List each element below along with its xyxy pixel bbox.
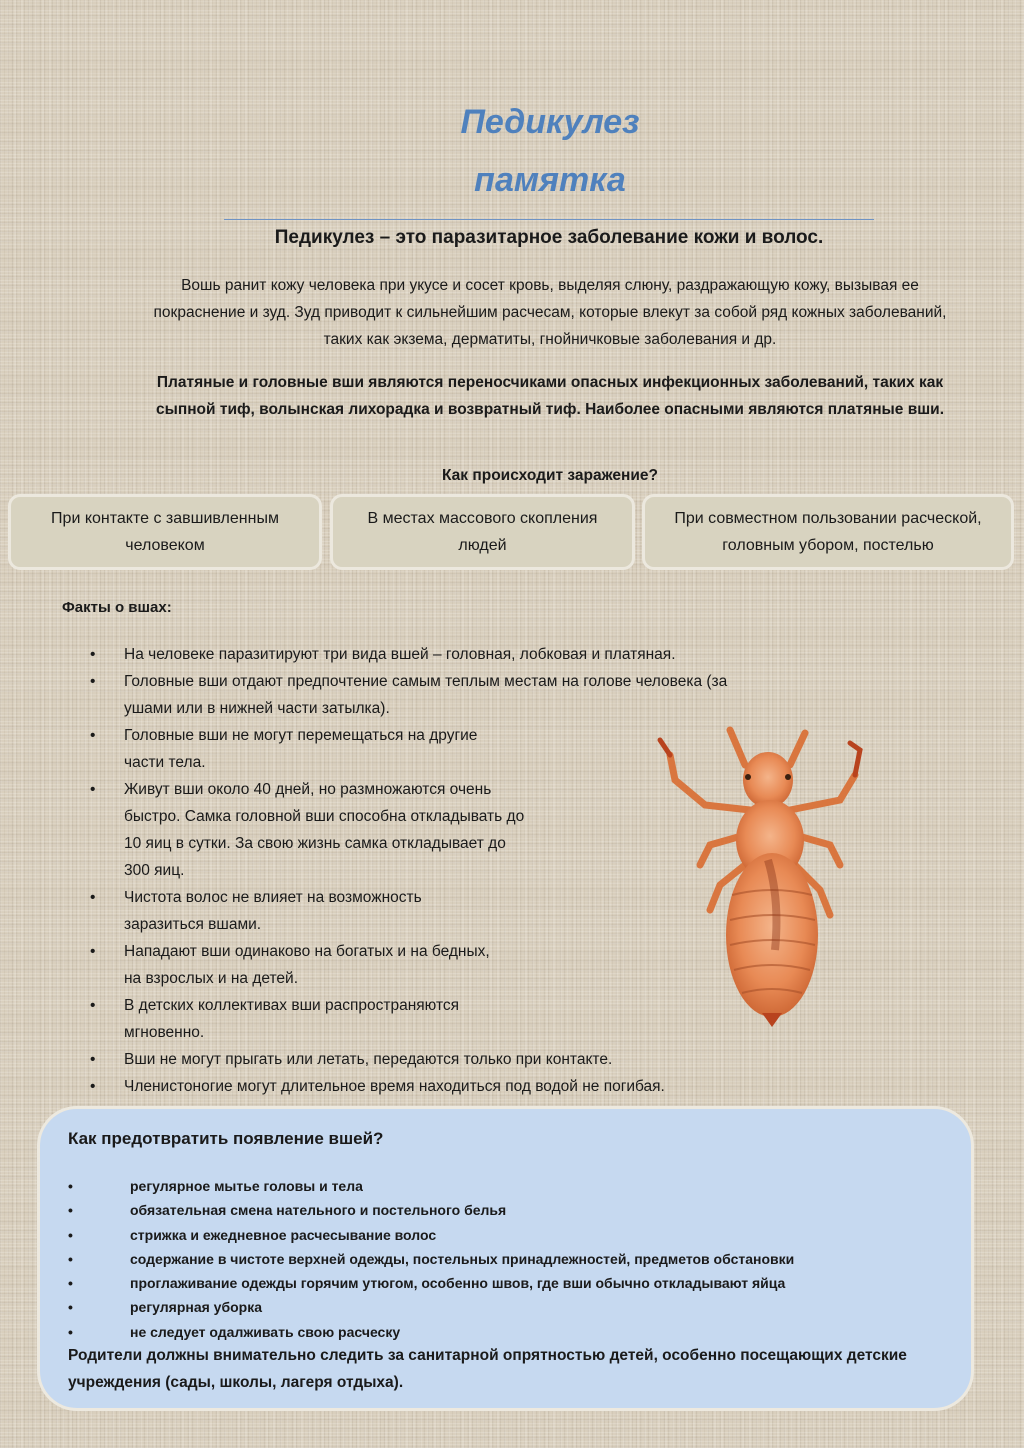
bullet-icon: •: [68, 1250, 73, 1267]
list-item: [68, 1223, 794, 1247]
card-text: При совместном пользовании расческой, головным убором, постелью: [674, 510, 982, 554]
bullet-icon: •: [68, 1178, 73, 1194]
infection-card-crowds: [330, 494, 635, 570]
list-item: [90, 938, 504, 992]
fact-text: Головные вши отдают предпочтение самым теплым местам на голове человека (за ушами или в нижней части затылка).: [124, 673, 728, 717]
prevention-text: стрижка и ежедневное расчесывание волос: [130, 1226, 437, 1243]
list-item: [90, 668, 750, 722]
bullet-icon: •: [68, 1323, 73, 1340]
list-item: [68, 1295, 794, 1319]
bullet-icon: •: [68, 1299, 73, 1316]
prevention-text: содержание в чистоте верхней одежды, постельных принадлежностей, предметов обстановки: [130, 1250, 795, 1267]
fact-text: Живут вши около 40 дней, но размножаются очень быстро. Самка головной вши способна откладывать до 10 яиц в сутки. За свою жизнь самка откладывает до 300 яиц.: [124, 781, 525, 879]
fact-text: В детских коллективах вши распространяются мгновенно.: [124, 997, 460, 1041]
bullet-icon: •: [90, 997, 96, 1014]
fact-text: Членистоногие могут длительное время находиться под водой не погибая.: [124, 1078, 665, 1095]
list-item: [90, 776, 534, 884]
intro-paragraph-2: Платяные и головные вши являются переносчиками опасных инфекционных заболеваний, таких как сыпной тиф, волынская лихорадка и возвратный тиф. Наиболее опасными являются платяные вши.: [155, 374, 945, 418]
facts-heading: Факты о вшах:: [62, 599, 172, 616]
fact-text: Чистота волос не влияет на возможность заразиться вшами.: [124, 889, 422, 933]
title-divider: [224, 219, 874, 220]
list-item: [90, 992, 504, 1046]
card-text: При контакте с завшивленным человеком: [51, 510, 279, 554]
infection-card-contact: [8, 494, 322, 570]
list-item: [68, 1198, 794, 1222]
card-text: В местах массового скопления людей: [367, 510, 598, 554]
title-line-2: памятка: [474, 161, 626, 199]
fact-text: Нападают вши одинаково на богатых и на бедных, на взрослых и на детей.: [124, 943, 490, 987]
bullet-icon: •: [90, 727, 96, 744]
prevention-text: проглаживание одежды горячим утюгом, особенно швов, где вши обычно откладывают яйца: [130, 1275, 786, 1292]
prevention-text: регулярная уборка: [130, 1299, 263, 1316]
bullet-icon: •: [90, 646, 96, 663]
bullet-icon: •: [68, 1226, 73, 1243]
bullet-icon: •: [90, 889, 96, 906]
prevention-text: регулярное мытье головы и тела: [130, 1178, 363, 1194]
list-item: [68, 1247, 794, 1271]
list-item: [68, 1174, 794, 1198]
bullet-icon: •: [68, 1202, 73, 1219]
louse-illustration-icon: [650, 725, 890, 1030]
infection-card-shared-items: [642, 494, 1014, 570]
bullet-icon: •: [68, 1275, 73, 1292]
list-item: [90, 1073, 750, 1100]
list-item: [68, 1271, 794, 1295]
title-line-1: Педикулез: [460, 103, 640, 141]
intro-paragraph-1: Вошь ранит кожу человека при укусе и сосет кровь, выделяя слюну, раздражающую кожу, вызывая ее покраснение и зуд. Зуд приводит к сильнейшим расчесам, которые влекут за собой ряд кожных заболеваний, таких как экзема, дерматиты, гнойничковые заболевания и др.: [153, 277, 947, 348]
list-item: [68, 1320, 794, 1344]
list-item: [90, 884, 504, 938]
bullet-icon: •: [90, 943, 96, 960]
list-item: [90, 1046, 750, 1073]
bullet-icon: •: [90, 1051, 96, 1068]
bullet-icon: •: [90, 1078, 96, 1095]
fact-text: На человеке паразитируют три вида вшей – головная, лобковая и платяная.: [124, 646, 676, 663]
list-item: [90, 641, 750, 668]
prevention-text: не следует одалживать свою расческу: [130, 1323, 401, 1340]
list-item: [90, 722, 504, 776]
subtitle: Педикулез – это паразитарное заболевание кожи и волос.: [274, 227, 824, 248]
prevention-list: [68, 1174, 794, 1344]
infection-question: Как происходит заражение?: [442, 467, 658, 484]
fact-text: Головные вши не могут перемещаться на другие части тела.: [124, 727, 478, 771]
prevention-heading: Как предотвратить появление вшей?: [68, 1129, 384, 1148]
prevention-text: обязательная смена нательного и постельного белья: [130, 1202, 507, 1219]
bullet-icon: •: [90, 781, 96, 798]
fact-text: Вши не могут прыгать или летать, передаются только при контакте.: [124, 1051, 613, 1068]
bullet-icon: •: [90, 673, 96, 690]
prevention-footer: Родители должны внимательно следить за санитарной опрятностью детей, особенно посещающих детские учреждения (сады, школы, лагеря отдыха).: [68, 1347, 907, 1391]
